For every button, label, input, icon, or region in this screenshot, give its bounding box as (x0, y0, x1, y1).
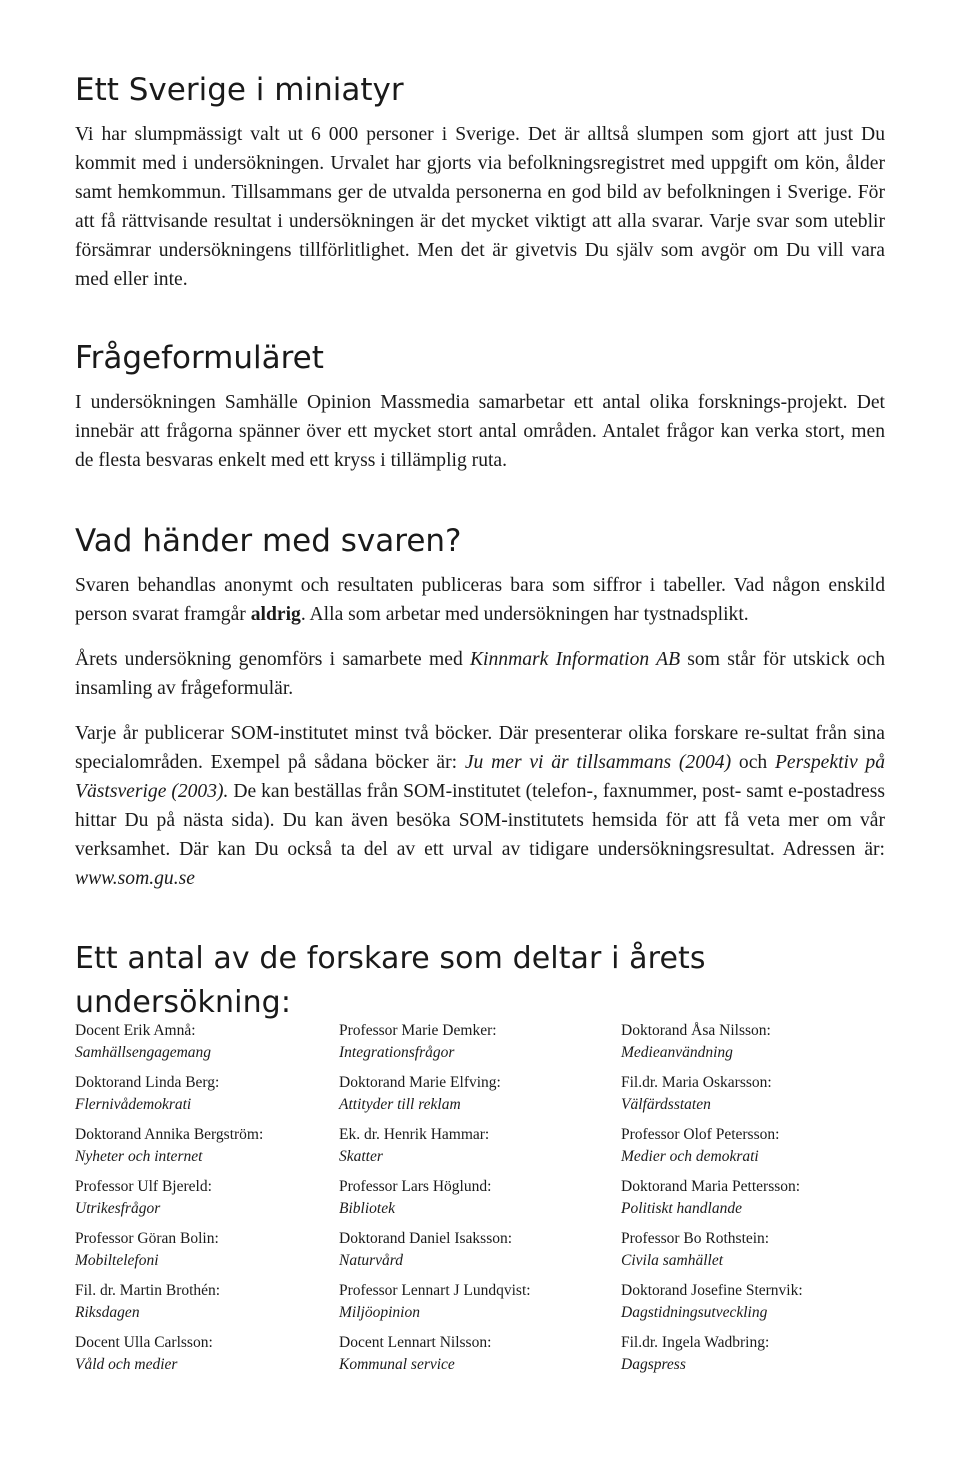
researcher-name: Professor Ulf Bjereld: (75, 1178, 212, 1195)
researcher-name: Doktorand Åsa Nilsson: (621, 1022, 771, 1039)
researcher-topic: Attityder till reklam (339, 1096, 461, 1113)
researcher-entry (75, 1280, 339, 1332)
book-title: Perspektiv på Västsverige (2003). (75, 752, 886, 802)
researcher-entry (75, 1072, 339, 1124)
section-title-formularet: Frågeformuläret (75, 340, 324, 376)
researcher-name: Fil.dr. Maria Oskarsson: (621, 1074, 772, 1091)
researcher-entry (621, 1280, 895, 1332)
researcher-topic: Utrikesfrågor (75, 1200, 161, 1217)
researcher-entry (339, 1280, 621, 1332)
researcher-name: Docent Lennart Nilsson: (339, 1334, 492, 1351)
researcher-grid (75, 1020, 895, 1384)
researcher-entry (75, 1124, 339, 1176)
paragraph-samarbete (75, 645, 885, 703)
researcher-entry (339, 1072, 621, 1124)
researcher-topic: Skatter (339, 1148, 383, 1165)
company-name: Kinnmark Information AB (469, 649, 681, 670)
researcher-topic: Kommunal service (339, 1356, 455, 1373)
researcher-topic: Dagspress (621, 1356, 686, 1373)
researcher-name: Docent Erik Amnå: (75, 1022, 196, 1039)
paragraph-formularet: I undersökningen Samhälle Opinion Massmedia samarbetar ett antal olika forsknings-projekt. Det innebär att frågorna spänner över ett mycket stort antal områden. Antalet frågor kan verka stort, men de flesta besvaras enkelt med ett kryss i tillämplig ruta. (75, 392, 885, 471)
book-title: Ju mer vi är tillsammans (2004) (464, 752, 732, 773)
section-title-miniatyr: Ett Sverige i miniatyr (75, 72, 404, 108)
researcher-entry (621, 1072, 895, 1124)
emphasis-aldrig: aldrig (250, 604, 301, 625)
researcher-entry (621, 1124, 895, 1176)
researcher-topic: Våld och medier (75, 1356, 178, 1373)
researcher-topic: Riksdagen (75, 1304, 140, 1321)
paragraph-anonymt (75, 571, 885, 629)
researcher-name: Doktorand Josefine Sternvik: (621, 1282, 803, 1299)
researcher-topic: Välfärdsstaten (621, 1096, 711, 1113)
researcher-topic: Nyheter och internet (75, 1148, 203, 1165)
researcher-name: Professor Bo Rothstein: (621, 1230, 770, 1247)
researcher-topic: Naturvård (339, 1252, 404, 1269)
text-span: som står för utskick och insamling av frågeformulär. (75, 649, 885, 699)
researcher-entry (621, 1020, 895, 1072)
researcher-topic: Miljöopinion (339, 1304, 420, 1321)
researcher-name: Doktorand Maria Pettersson: (621, 1178, 801, 1195)
researcher-entry (339, 1124, 621, 1176)
researcher-entry (75, 1020, 339, 1072)
researcher-name: Doktorand Daniel Isaksson: (339, 1230, 513, 1247)
researcher-name: Professor Lennart J Lundqvist: (339, 1282, 531, 1299)
researcher-entry (621, 1176, 895, 1228)
researcher-name: Professor Marie Demker: (339, 1022, 497, 1039)
paragraph-bocker (75, 719, 885, 893)
researcher-name: Professor Olof Petersson: (621, 1126, 780, 1143)
text-span: och (731, 752, 775, 773)
section-title-svaren: Vad händer med svaren? (75, 523, 462, 559)
website-link[interactable]: www.som.gu.se (75, 868, 195, 889)
researcher-entry (339, 1228, 621, 1280)
researcher-topic: Mobiltelefoni (75, 1252, 159, 1269)
paragraph-miniatyr: Vi har slumpmässigt valt ut 6 000 personer i Sverige. Det är alltså slumpen som gjort att just Du kommit med i undersökningen. Urvalet har gjorts via befolkningsregistret med uppgift om kön, ålder samt hemkommun. Tillsammans ger de utvalda personerna en god bild av befolkningen i Sverige. För att få rättvisande resultat i undersökningen är det mycket viktigt att alla svarar. Varje svar som uteblir försämrar undersökningens tillförlitlighet. Men det är givetvis Du själv som avgör om Du vill vara med eller inte. (75, 124, 885, 290)
researcher-topic: Integrationsfrågor (339, 1044, 455, 1061)
researcher-topic: Politiskt handlande (621, 1200, 742, 1217)
researcher-name: Professor Göran Bolin: (75, 1230, 219, 1247)
researcher-topic: Flernivådemokrati (75, 1096, 192, 1113)
researcher-name: Professor Lars Höglund: (339, 1178, 492, 1195)
researcher-topic: Samhällsengagemang (75, 1044, 212, 1061)
researcher-name: Docent Ulla Carlsson: (75, 1334, 213, 1351)
researcher-name: Fil.dr. Ingela Wadbring: (621, 1334, 770, 1351)
researcher-entry (75, 1176, 339, 1228)
text-span: De kan beställas från SOM-institutet (telefon-, faxnummer, post- samt e-postadress hittar Du på nästa sida). Du kan även besöka SOM-institutets hemsida för att få veta mer om vår verksamhet. Där kan Du också ta del av ett urval av tidigare undersökningsresultat. Adressen är: (75, 781, 885, 860)
researcher-name: Doktorand Annika Bergström: (75, 1126, 264, 1143)
researcher-topic: Medieanvändning (621, 1044, 733, 1061)
researcher-name: Fil. dr. Martin Brothén: (75, 1282, 221, 1299)
researcher-entry (339, 1176, 621, 1228)
text-span: . Alla som arbetar med undersökningen har tystnadsplikt. (300, 604, 749, 625)
text-span: Årets undersökning genomförs i samarbete med (75, 649, 470, 670)
researcher-name: Ek. dr. Henrik Hammar: (339, 1126, 490, 1143)
researcher-topic: Bibliotek (339, 1200, 395, 1217)
researcher-topic: Dagstidningsutveckling (621, 1304, 768, 1321)
researcher-entry (621, 1332, 895, 1384)
researcher-topic: Civila samhället (621, 1252, 724, 1269)
researcher-entry (75, 1228, 339, 1280)
text-span: Svaren behandlas anonymt och resultaten publiceras bara som siffror i tabeller. Vad någon enskild person svarat framgår (75, 575, 885, 625)
researcher-topic: Medier och demokrati (621, 1148, 759, 1165)
section-title-forskare: Ett antal av de forskare som deltar i årets undersökning: (75, 941, 706, 1020)
researcher-entry (621, 1228, 895, 1280)
researcher-entry (75, 1332, 339, 1384)
text-span: Varje år publicerar SOM-institutet minst två böcker. Där presenterar olika forskare re-sultat från sina specialområden. Exempel på sådana böcker är: (75, 723, 885, 773)
researcher-entry (339, 1332, 621, 1384)
researcher-name: Doktorand Marie Elfving: (339, 1074, 501, 1091)
researcher-entry (339, 1020, 621, 1072)
researcher-name: Doktorand Linda Berg: (75, 1074, 220, 1091)
